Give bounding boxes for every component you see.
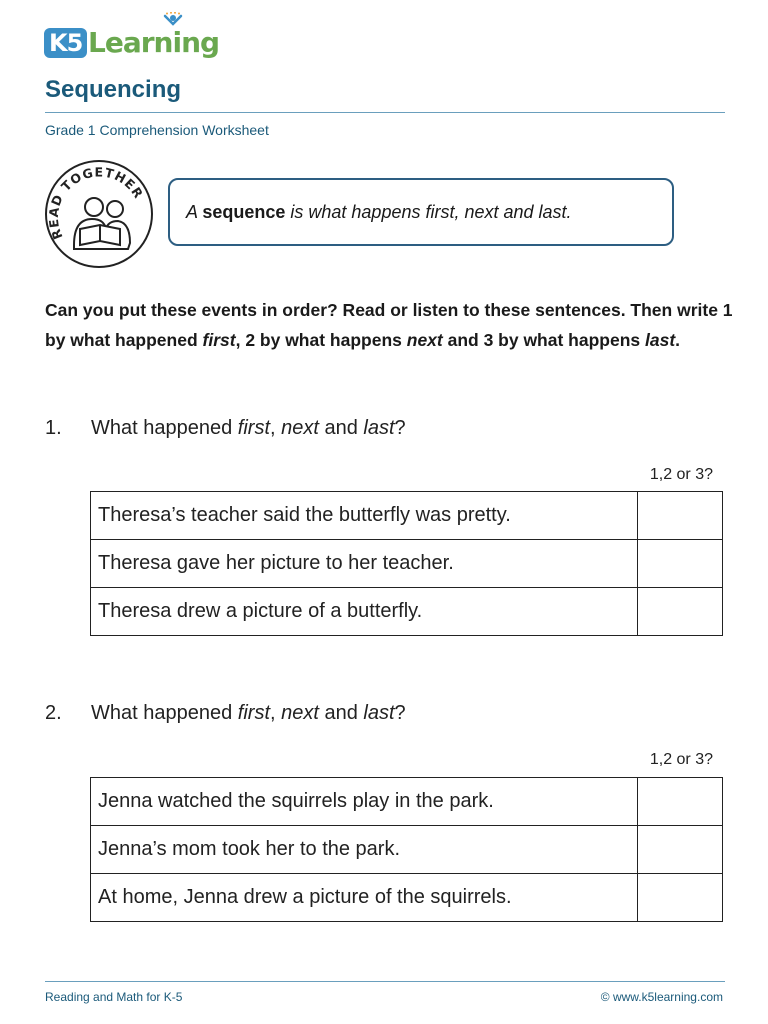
- question-2-prompt: [45, 702, 406, 725]
- event-cell: Theresa’s teacher said the butterfly was pretty.: [91, 492, 638, 540]
- event-cell: At home, Jenna drew a picture of the squirrels.: [91, 874, 638, 922]
- event-cell: Theresa drew a picture of a butterfly.: [91, 588, 638, 636]
- question-number: 1.: [45, 417, 62, 439]
- prompt-part: ,: [270, 702, 282, 724]
- table-row: [91, 588, 723, 636]
- table-row: [91, 826, 723, 874]
- logo-person-icon: [162, 12, 184, 36]
- logo-k5-mark: K5: [44, 28, 87, 58]
- prompt-part: ,: [270, 417, 282, 439]
- header-divider: [45, 112, 725, 113]
- answer-column-header: 1,2 or 3?: [649, 466, 713, 483]
- answer-box[interactable]: [638, 540, 723, 588]
- footer-website-link[interactable]: © www.k5learning.com: [600, 990, 723, 1004]
- prompt-part: ?: [394, 702, 406, 724]
- instructions-part: Can you put these events in order? Read or listen to these sentences. Then write 1 by what happened: [45, 300, 733, 350]
- prompt-first: first: [237, 702, 270, 724]
- definition-text: [186, 202, 572, 223]
- prompt-first: first: [237, 417, 270, 439]
- definition-post: is what happens first, next and last.: [285, 201, 572, 222]
- answer-column-header: 1,2 or 3?: [649, 751, 713, 768]
- answer-box[interactable]: [638, 492, 723, 540]
- answer-box[interactable]: [638, 826, 723, 874]
- footer-tagline: Reading and Math for K-5: [45, 990, 183, 1004]
- question-number: 2.: [45, 702, 62, 724]
- answer-box[interactable]: [638, 588, 723, 636]
- prompt-last: last: [363, 702, 395, 724]
- event-cell: Jenna watched the squirrels play in the park.: [91, 778, 638, 826]
- prompt-part: ?: [394, 417, 406, 439]
- prompt-part: and: [318, 702, 364, 724]
- logo-wordmark: Learning: [88, 26, 220, 59]
- instructions-part: , 2 by what happens: [235, 329, 407, 350]
- prompt-part: What happened: [91, 417, 238, 439]
- prompt-last: last: [363, 417, 395, 439]
- definition-box: [168, 178, 674, 246]
- table-row: [91, 540, 723, 588]
- instructions-last: last: [645, 329, 676, 350]
- table-row: [91, 492, 723, 540]
- table-row: [91, 778, 723, 826]
- prompt-next: next: [281, 417, 319, 439]
- answer-box[interactable]: [638, 874, 723, 922]
- read-together-badge-icon: [44, 157, 154, 271]
- question-1-table: [90, 491, 723, 636]
- badge-text: READ TOGETHER: [45, 164, 147, 242]
- definition-term: sequence: [202, 201, 286, 222]
- definition-pre: A: [186, 201, 203, 222]
- page-subtitle: Grade 1 Comprehension Worksheet: [45, 122, 269, 138]
- question-1-prompt: [45, 417, 406, 440]
- event-cell: Theresa gave her picture to her teacher.: [91, 540, 638, 588]
- instructions-part: and 3 by what happens: [442, 329, 645, 350]
- answer-box[interactable]: [638, 778, 723, 826]
- page-title: Sequencing: [45, 76, 182, 103]
- table-row: [91, 874, 723, 922]
- instructions-next: next: [406, 329, 443, 350]
- footer-divider: [45, 981, 725, 982]
- instructions-first: first: [202, 329, 236, 350]
- question-2-table: [90, 777, 723, 922]
- prompt-part: What happened: [91, 702, 238, 724]
- prompt-next: next: [281, 702, 319, 724]
- event-cell: Jenna’s mom took her to the park.: [91, 826, 638, 874]
- prompt-part: and: [318, 417, 364, 439]
- instructions: [45, 296, 735, 355]
- instructions-part: .: [675, 329, 681, 350]
